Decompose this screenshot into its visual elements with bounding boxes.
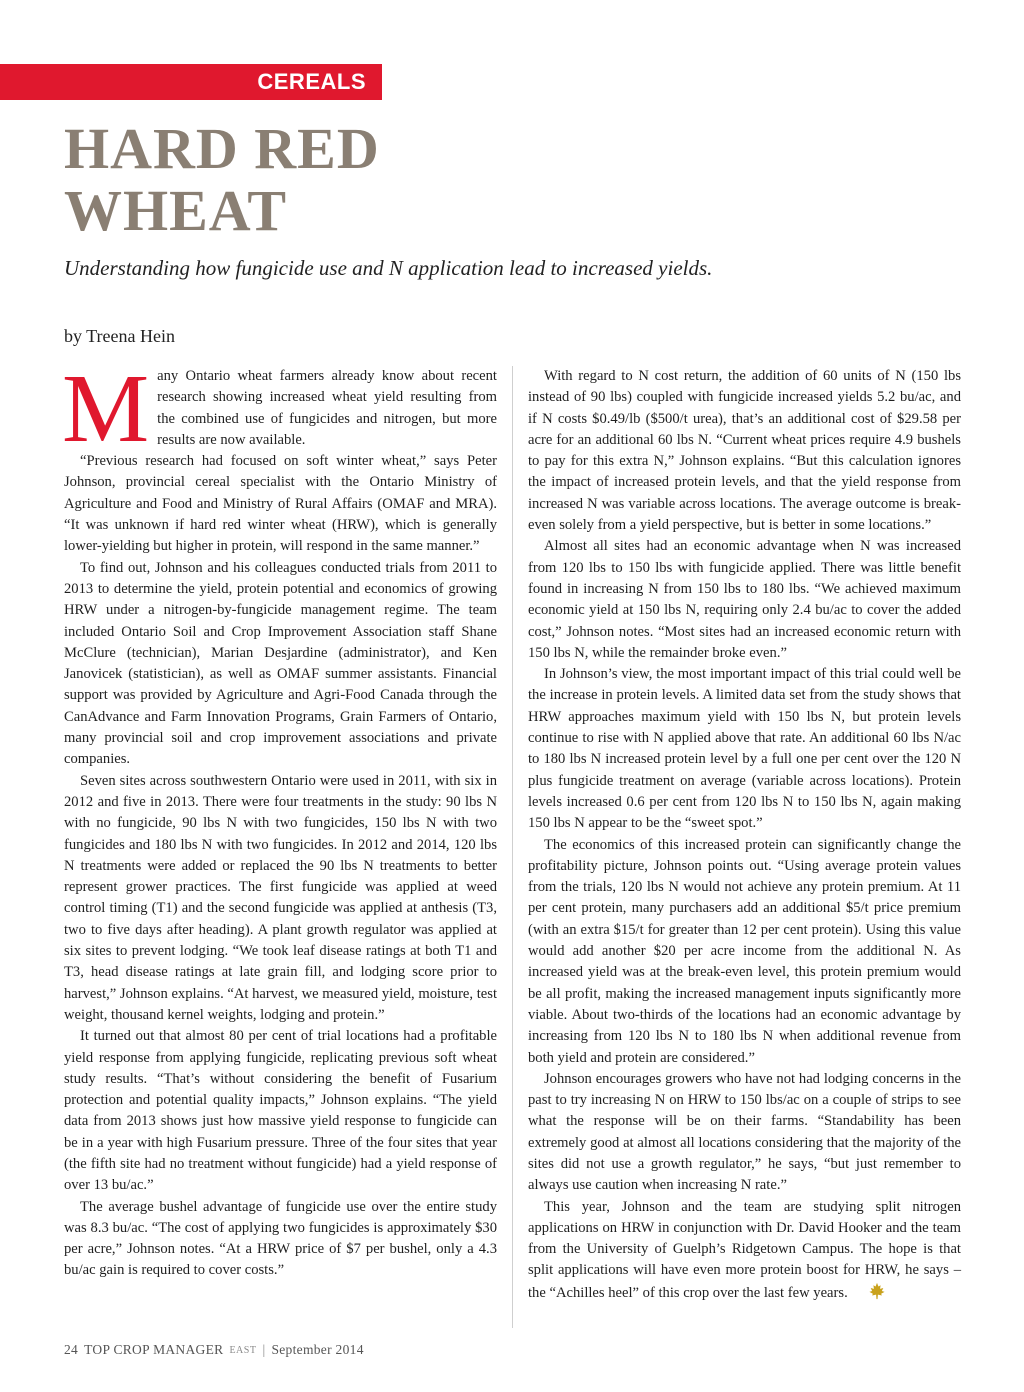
magazine-edition: EAST bbox=[229, 1344, 257, 1356]
issue-date: September 2014 bbox=[271, 1342, 364, 1357]
paragraph: “Previous research had focused on soft winter wheat,” says Peter Johnson, provincial cereal specialist with the Ontario Ministry of Agriculture and Food and Ministry of Rural Affairs (OMAF and MRA). “It was unknown if hard red winter wheat (HRW), which is generally lower-yielding but higher in protein, will respond in the same manner.” bbox=[64, 453, 497, 555]
paragraph: Johnson encourages growers who have not had lodging concerns in the past to try increasing N on HRW to 150 lbs/ac on a couple of strips to see what the response will be on their farms. “Standability has been extremely good at almost all locations considering that the majority of the sites did not use a growth regulator,” he says, “but just remember to always use caution when increasing N rate.” bbox=[528, 1070, 961, 1194]
paragraph: In Johnson’s view, the most important impact of this trial could well be the increase in protein levels. A limited data set from the study shows that HRW approaches maximum yield with 150 lbs N, but protein levels continue to rise with N applied above that rate. An additional 60 lbs N/ac to 180 lbs N increased protein level by a full one per cent over the 120 N plus fungicide treatment on average (variable across locations). Protein levels increased 0.6 per cent from 120 lbs N to 150 lbs N, again making 150 lbs N appear to be the “sweet spot.” bbox=[528, 666, 961, 832]
paragraph bbox=[62, 355, 497, 463]
article-column-right bbox=[528, 366, 961, 1336]
maple-leaf-icon bbox=[852, 1282, 870, 1300]
paragraph: The economics of this increased protein can significantly change the profitability picture, Johnson points out. “Using average protein values from the trials, 120 lbs N would not achieve any protein premium. At 11 per cent protein, many purchasers add an additional $5/t price premium (with an extra $15/t for greater than 12 per cent protein). Using this value would add another $20 per acre income from the additional N. As increased yield was at the break-even level, this protein premium would be all profit, making the increased management inputs significantly more viable. About two-thirds of the locations had an economic advantage by increasing from 120 lbs N to 180 lbs N when additional revenue from both yield and protein are considered.” bbox=[528, 836, 961, 1066]
byline: by Treena Hein bbox=[64, 326, 175, 346]
footer-separator: | bbox=[262, 1342, 266, 1357]
page-footer bbox=[64, 1342, 364, 1358]
column-divider bbox=[512, 366, 513, 1328]
article-subtitle: Understanding how fungicide use and N application lead to increased yields. bbox=[64, 256, 713, 280]
paragraph: Almost all sites had an economic advantage when N was increased from 120 lbs to 150 lbs with fungicide applied. There was little benefit found in increasing N from 150 lbs to 180 lbs. “We achieved maximum economic yield at 150 lbs N, requiring only 2.4 bu/ac to cover the added cost,” Johnson notes. “Most sites had an increased economic return with 150 lbs N, while the remainder broke even.” bbox=[528, 538, 961, 661]
title-line-1: HARD RED bbox=[64, 116, 380, 181]
paragraph-text: any Ontario wheat farmers already know about recent research showing increased wheat yield resulting from the combined use of fungicides and nitrogen, but more results are now available. bbox=[157, 368, 497, 448]
title-line-2: WHEAT bbox=[64, 178, 288, 243]
paragraph: It turned out that almost 80 per cent of trial locations had a profitable yield response from applying fungicide, replicating previous soft wheat study results. “That’s without considering the benefit of Fusarium protection and potential quality impacts,” Johnson explains. “The yield data from 2013 shows just how massive yield response to fungicide can be in a year with high Fusarium pressure. Three of the four sites that year (the fifth site had no treatment without fungicide) had a yield response of over 13 bu/ac.” bbox=[64, 1028, 497, 1194]
page-number: 24 bbox=[64, 1342, 79, 1357]
paragraph bbox=[528, 1197, 961, 1304]
paragraph: The average bushel advantage of fungicide use over the entire study was 8.3 bu/ac. “The cost of applying two fungicides is approximately $30 per acre,” Johnson notes. “At a HRW price of $7 per bushel, only a 4.3 bu/ac gain is required to cover costs.” bbox=[64, 1198, 497, 1279]
article-column-left bbox=[62, 355, 497, 1336]
drop-cap: M bbox=[62, 355, 150, 463]
paragraph: Seven sites across southwestern Ontario were used in 2011, with six in 2012 and five in 2013. There were four treatments in the study: 90 lbs N with no fungicide, 90 lbs N with two fungicides, 150 lbs N with two fungicides and 180 lbs N with two fungicides. In 2012 and 2014, 120 lbs N treatments were added or replaced the 90 lbs N treatments to better represent grower practices. The first fungicide was applied at weed control timing (T1) and the second fungicide was applied at anthesis (T3, two to five days after heading). A plant growth regulator was applied at six sites to prevent lodging. “We took leaf disease ratings at both T1 and T3, head disease ratings at late grain fill, and lodging score prior to harvest,” Johnson explains. “At harvest, we measured yield, moisture, test weight, thousand kernel weights, lodging and protein.” bbox=[64, 772, 497, 1023]
paragraph: To find out, Johnson and his colleagues conducted trials from 2011 to 2013 to determine the yield, protein potential and economics of growing HRW under a nitrogen-by-fungicide management regime. The team included Ontario Soil and Crop Improvement Association staff Shane McClure (technician), Marian Desjardine (administrator), and Ken Janovicek (statistician), as well as OMAF summer assistants. Financial support was provided by Agriculture and Agri-Food Canada through the CanAdvance and Farm Innovation Programs, Grain Farmers of Ontario, many provincial soil and crop improvement associations and private companies. bbox=[64, 559, 497, 768]
section-label: CEREALS bbox=[0, 64, 382, 100]
paragraph-text: This year, Johnson and the team are studying split nitrogen applications on HRW in conjunction with Dr. David Hooker and the team from the University of Guelph’s Ridgetown Campus. The hope is that split applications will have even more protein boost for HRW, he says – the “Achilles heel” of this crop over the last few years. bbox=[528, 1198, 961, 1301]
article-title bbox=[64, 118, 664, 242]
paragraph: With regard to N cost return, the addition of 60 units of N (150 lbs instead of 90 lbs) coupled with fungicide increased yields 5.2 bu/ac, and if N costs $0.49/lb ($500/t urea), that’s an additional cost of $29.58 per acre for an additional 60 lbs N. “Current wheat prices require 4.9 bushels to pay for this extra N,” Johnson explains. “But this calculation ignores the impact of increased protein levels, and that the yield response from increased N was variable across locations. The average outcome is break-even solely from a yield perspective, but is better in some locations.” bbox=[528, 368, 961, 534]
magazine-name: TOP CROP MANAGER bbox=[84, 1342, 224, 1357]
